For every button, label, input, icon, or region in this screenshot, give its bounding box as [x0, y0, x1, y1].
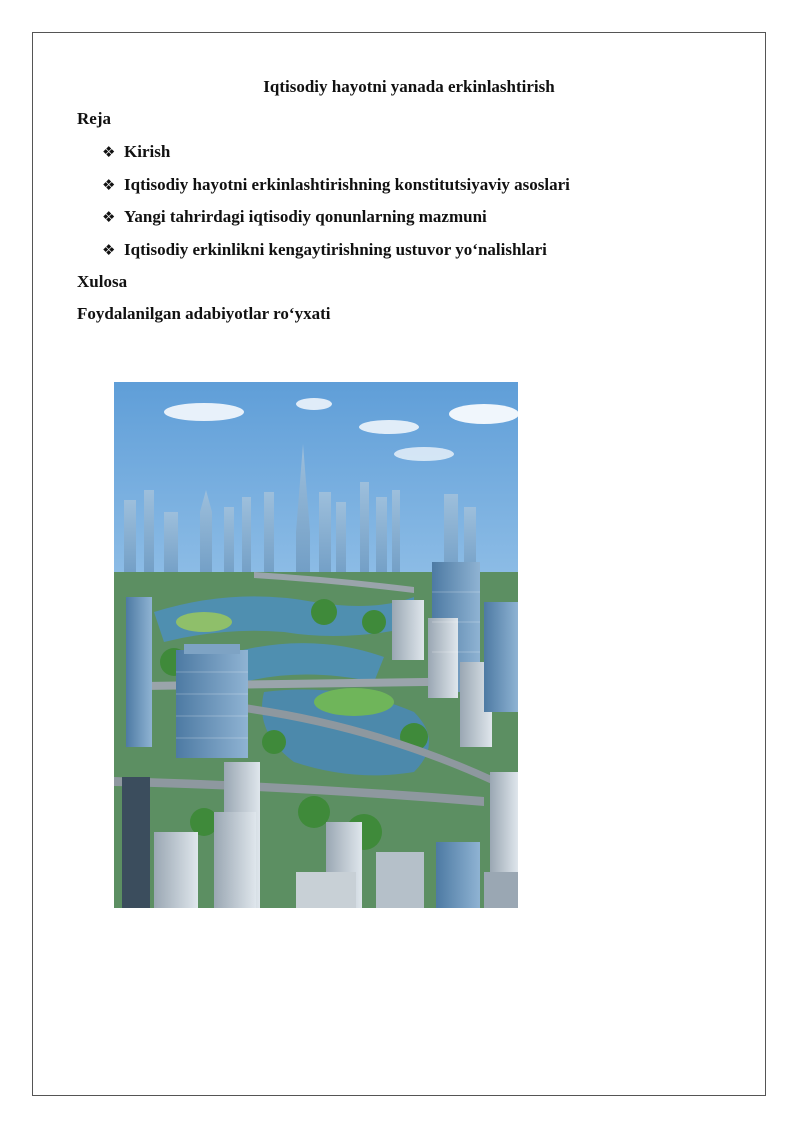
diamond-bullet-icon: ❖ [102, 208, 116, 226]
plan-item [102, 174, 570, 196]
plan-item [102, 206, 487, 228]
references-heading: Foydalanilgan adabiyotlar ro‘yxati [77, 304, 331, 323]
diamond-bullet-icon: ❖ [102, 143, 116, 161]
plan-item [102, 239, 547, 261]
city-skyline-image [114, 382, 518, 908]
plan-item-label: Yangi tahrirdagi iqtisodiy qonunlarning mazmuni [124, 207, 487, 226]
conclusion-heading: Xulosa [77, 272, 128, 291]
plan-item-label: Iqtisodiy hayotni erkinlashtirishning konstitutsiyaviy asoslari [124, 175, 570, 194]
plan-item [102, 141, 170, 163]
plan-heading: Reja [77, 109, 111, 128]
document-title: Iqtisodiy hayotni yanada erkinlashtirish [263, 77, 555, 96]
diamond-bullet-icon: ❖ [102, 241, 116, 259]
plan-item-label: Iqtisodiy erkinlikni kengaytirishning ustuvor yo‘nalishlari [124, 240, 547, 259]
diamond-bullet-icon: ❖ [102, 176, 116, 194]
plan-item-label: Kirish [124, 142, 171, 161]
